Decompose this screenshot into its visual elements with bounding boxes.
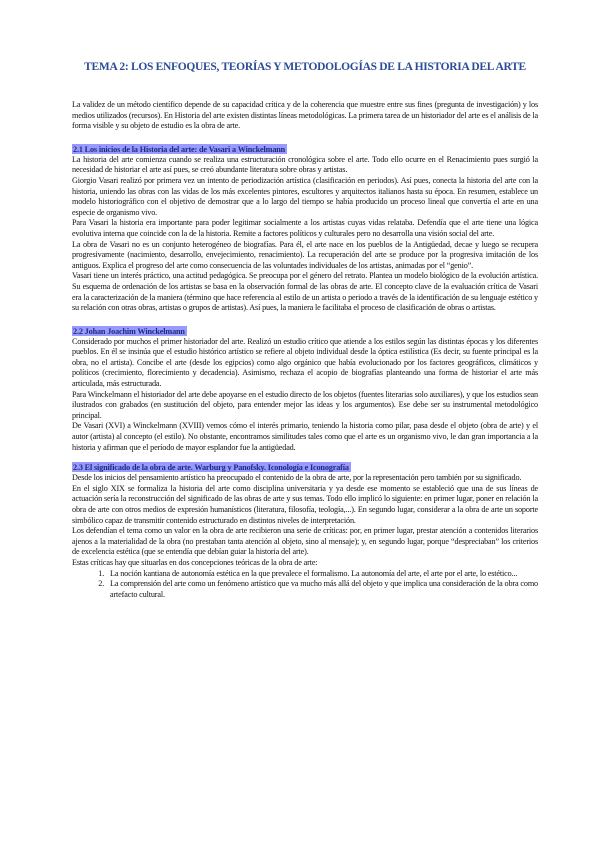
numbered-list [72, 569, 538, 601]
paragraph: Considerado por muchos el primer historiador del arte. Realizó un estudio crítico que atiende a los estilos según las distintas épocas y los diferentes pueblos. En él se insinúa que el estudio histórico artístico se refiere al objeto individual desde la óptica estilística (Es decir, su fuente principal es la obra, no el artista). Concibe el arte (desde los egipcios) como algo orgánico que había evolucionado por los factores geográficos, climáticos y políticos (crecimiento, florecimiento y decadencia). Asimismo, rechaza el acopio de biografías planteando una forma de historiar el arte más articulada, más estructurada. [72, 336, 538, 389]
paragraph: De Vasari (XVI) a Winckelmann (XVIII) vemos cómo el interés primario, teniendo la historia como pilar, pasa desde el objeto (obra de arte) y el autor (artista) al concepto (el estilo). No obstante, encontramos similitudes tales como que el arte es un organismo vivo, le dan gran importancia a la historia y afirman que el período de mayor esplandor fue la antigüedad. [72, 421, 538, 452]
section-2-1 [72, 144, 538, 314]
intro-paragraph: La validez de un método científico depende de su capacidad crítica y de la coherencia que muestre entre sus fines (pregunta de investigación) y los medios utilizados (recursos). En Historia del arte existen distintas líneas metodológicas. La primera tarea de un historiador del arte es el análisis de la forma visible y su objeto de estudio es la obra de arte. [72, 100, 538, 131]
paragraph: Los defendían el tema como un valor en la obra de arte recibieron una serie de críticas: por, en primer lugar, prestar atención a contenidos literarios ajenos a la materialidad de la obra (no prestaban tanta atención al objeto, sino al mensaje); y, en segundo lugar, porque “despreciaban” los criterios de excelencia estética (que se entendía que debían guiar la historia del arte). [72, 526, 538, 557]
section-heading: 2.2 Johan Joachim Winckelmann [73, 326, 185, 336]
list-item: 1. La noción kantiana de autonomía estética en la que prevalece el formalismo. La autonomía del arte, el arte por el arte, lo estético... [106, 569, 538, 580]
paragraph: En el siglo XIX se formaliza la historia del arte como disciplina universitaria y ya desde ese momento se estableció que una de sus líneas de actuación sería la reconstrucción del significado de las obras de arte y sus temas. Todo ello implicó lo siguiente: en primer lugar, poner en relación la obra de arte con otros medios de expresión humanísticos (literatura, filosofía, teología,...). En segundo lugar, considerar a la obra de arte un soporte simbólico capaz de transmitir contenido estructurado en distintos niveles de interpretación. [72, 483, 538, 525]
section-heading: 2.3 El significado de la obra de arte. Warburg y Panofsky. Iconología e Iconografía [73, 463, 349, 473]
paragraph: Para Vasari la historia era importante para poder legitimar socialmente a los artistas cuyas vidas relataba. Defendía que el arte tiene una lógica evolutiva interna que coincide con la de la historia. Remite a factores políticos y culturales pero no desarrolla una visión social del arte. [72, 218, 538, 238]
paragraph: La historia del arte comienza cuando se realiza una estructuración cronológica sobre el arte. Todo ello ocurre en el Renacimiento pues surgió la necesidad de historiar el arte así pues, se creó abundante literatura sobre obras y artistas. [72, 154, 538, 175]
document-body [72, 100, 538, 600]
paragraph: Giorgio Vasari realizó por primera vez un intento de periodización artística (clasificación en periodos). Así pues, conecta la historia del arte con la historia, uniendo las obras con las vidas de los más excelentes pintores, escultores y arquitectos italianos hasta su época. En resumen, establece un modelo historiográfico con el objetivo de demostrar que a lo largo del tiempo se había producido un proceso lineal que convertía el arte en una especie de organismo vivo. [72, 175, 538, 217]
section-2-3 [72, 462, 538, 600]
spacer [72, 314, 538, 326]
list-item: 2. La comprensión del arte como un fenómeno artístico que va mucho más allá del objeto y que implica una consideración de la obra como artefacto cultural. [106, 579, 538, 600]
spacer [72, 132, 538, 144]
section-2-2 [72, 326, 538, 454]
paragraph: Para Winckelmann el historiador del arte debe apoyarse en el estudio directo de los objetos (fuentes literarias solo auxiliares), y que los estudios sean ilustrados con grabados (en sustitución del objeto, para entender mejor las ideas y los argumentos). Ese debe ser su instrumental metodológico principal. [72, 389, 538, 420]
spacer [72, 453, 538, 462]
document-title: TEMA 2: LOS ENFOQUES, TEORÍAS Y METODOLOGÍAS DE LA HISTORIA DEL ARTE [84, 61, 526, 73]
section-heading: 2.1 Los inicios de la Historia del arte: de Vasari a Winckelmann [73, 144, 286, 154]
paragraph: Desde los inicios del pensamiento artístico ha preocupado el contenido de la obra de arte, por la representación pero también por su significado. [72, 473, 522, 483]
paragraph: Estas críticas hay que situarlas en dos concepciones teóricas de la obra de arte: [72, 557, 318, 567]
paragraph: La obra de Vasari no es un conjunto heterogéneo de biografías. Para él, el arte nace en los pueblos de la Antigüedad, decae y luego se recupera progresivamente (nacimiento, desarrollo, envejecimiento, renacimiento). La recuperación del arte se produce por la progresiva imitación de los antiguos. Explica el progreso del arte como consecuencia de las voluntades individuales de los artistas, animadas por el “genio”. [72, 239, 538, 270]
paragraph: Vasari tiene un interés práctico, una actitud pedagógica. Se preocupa por el género del retrato. Plantea un modelo biológico de la evolución artística. Su esquema de ordenación de los artistas se basa en la observación formal de las obras de arte. El concepto clave de la evaluación crítica de Vasari era la caracterización de la maniera (término que hace referencia al estilo de un artista o periodo a través de la identificación de su lenguaje estético y su relación con otras obras, artistas o grupos de artistas). Así pues, la maniera le facilitaba el proceso de clasificación de obras o artistas. [72, 271, 538, 313]
